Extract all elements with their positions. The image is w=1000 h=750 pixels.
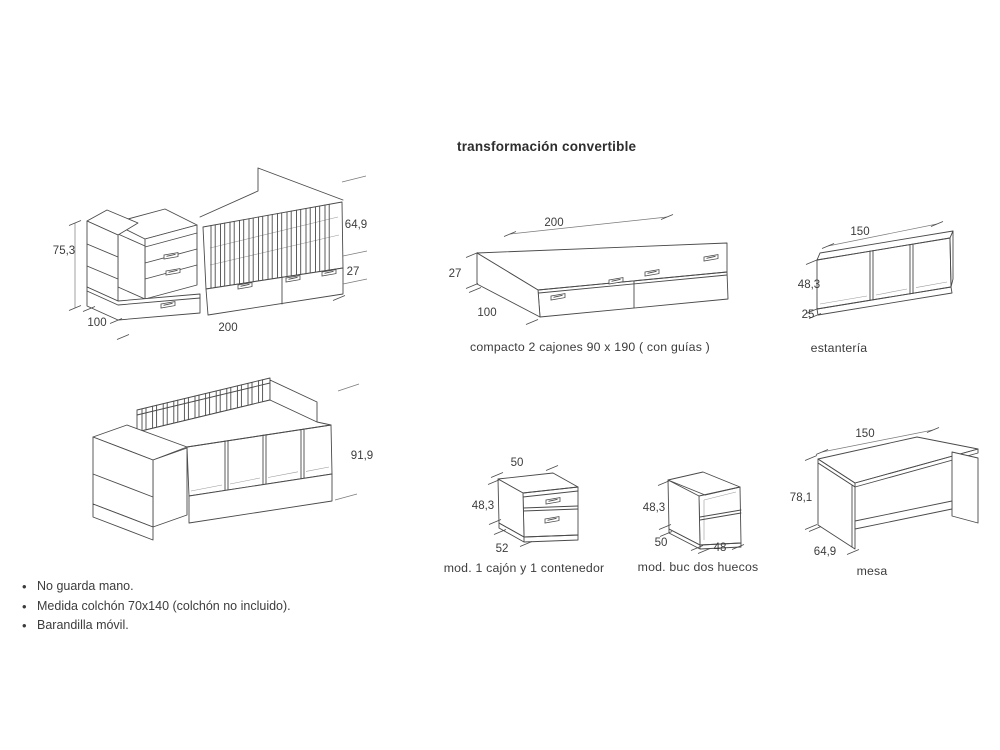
note-item: • Medida colchón 70x140 (colchón no incluido). (22, 597, 291, 617)
dimension-height-total (335, 384, 373, 500)
note-item: • No guarda mano. (22, 577, 291, 597)
dim-label-height: 27 (448, 268, 462, 280)
mesa-body (818, 437, 978, 549)
estanteria-caption: estantería (810, 341, 868, 355)
dimension-rail-height (342, 176, 367, 284)
dim-label-width: 50 (510, 457, 524, 469)
dim-label-depth: 64,9 (813, 546, 837, 558)
cajon-body (498, 473, 578, 542)
dim-label-depth: 100 (477, 307, 497, 319)
mod-cajon-diagram (436, 445, 621, 580)
dim-label-width-front: 52 (495, 543, 509, 555)
crib-base-drawers (206, 268, 343, 315)
compacto-body (477, 243, 728, 317)
dim-label-width: 200 (218, 322, 238, 334)
dim-label-depth: 100 (87, 317, 107, 329)
dim-label-depth: 25 (801, 309, 815, 321)
dim-label-rail-height: 64,9 (344, 219, 368, 231)
page-title: transformación convertible (457, 139, 637, 154)
dim-label-width: 150 (855, 428, 875, 440)
dim-label-width: 150 (850, 226, 870, 238)
buc-body (668, 472, 741, 549)
mesa-caption: mesa (856, 564, 888, 578)
dimension-height (472, 480, 501, 525)
estanteria-body (817, 231, 953, 315)
dim-label-height: 78,1 (789, 492, 813, 504)
crib-assembly-view2-diagram (75, 370, 395, 560)
dim-label-height: 48,3 (797, 279, 821, 291)
dim-label-width: 200 (544, 217, 564, 229)
dimension-width (698, 542, 744, 554)
compacto-caption: compacto 2 cajones 90 x 190 ( con guías ) (470, 340, 710, 354)
compacto-diagram (430, 200, 745, 358)
mesa-diagram (785, 425, 985, 580)
mod-buc-diagram (630, 450, 790, 580)
dimension-height (449, 253, 478, 289)
mod-buc-caption: mod. buc dos huecos (637, 560, 759, 574)
dim-label-base-height: 27 (346, 266, 360, 278)
dimension-height-total (53, 221, 81, 311)
dimension-width (504, 215, 673, 237)
estanteria-diagram (795, 215, 965, 357)
dim-label-height: 48,3 (471, 500, 495, 512)
dimension-height (790, 456, 817, 530)
crib-assembly-view1-diagram (45, 153, 395, 345)
mod-cajon-caption: mod. 1 cajón y 1 contenedor (443, 561, 605, 575)
dim-label-height-total: 75,3 (52, 245, 76, 257)
dim-label-height-total: 91,9 (350, 450, 374, 462)
notes-list (22, 577, 291, 636)
dim-label-width: 48 (713, 542, 727, 554)
note-item: • Barandilla móvil. (22, 616, 291, 636)
dim-label-depth: 50 (654, 537, 668, 549)
dimension-height (643, 481, 671, 530)
crib-far-wall (200, 168, 343, 217)
dim-label-height: 48,3 (642, 502, 666, 514)
